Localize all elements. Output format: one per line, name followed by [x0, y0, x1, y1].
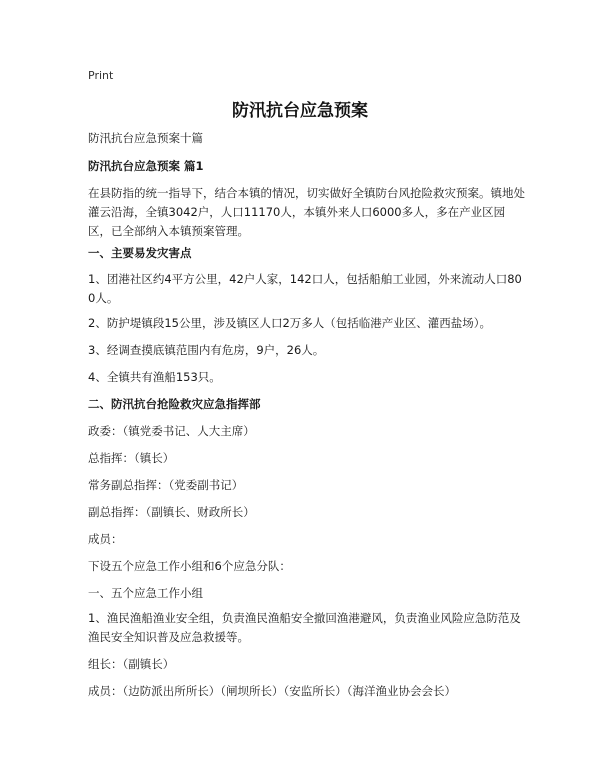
section-heading: 防汛抗台应急预案 篇1 — [88, 159, 204, 173]
intro-paragraph: 在县防指的统一指导下，结合本镇的情况，切实做好全镇防台风抢险救灾预案。镇地处灌云沿海，全镇3042户，人口11170人，本镇外来人口6000多人，多在产业区园区，已全部纳入本镇预案管理。 — [88, 186, 525, 238]
group1-members: 成员：（边防派出所所长）（闸坝所长）（安监所长）（海洋渔业协会会长） — [88, 684, 456, 698]
print-label[interactable]: Print — [88, 69, 114, 82]
document-subtitle: 防汛抗台应急预案十篇 — [88, 131, 203, 145]
command-line: 下设五个应急工作小组和6个应急分队： — [88, 559, 291, 573]
part1-item: 4、全镇共有渔船153只。 — [88, 370, 221, 384]
command-line: 成员： — [88, 532, 123, 546]
group1-description: 1、渔民渔船渔业安全组，负责渔民渔船安全撤回渔港避风，负责渔业风险应急防范及渔民安全知识普及应急救援等。 — [88, 611, 521, 644]
command-line: 总指挥：（镇长） — [88, 451, 175, 465]
part2-heading: 二、防汛抗台抢险救灾应急指挥部 — [88, 397, 261, 411]
part1-item: 1、团港社区约4平方公里，42户人家，142口人，包括船舶工业园，外来流动人口800人。 — [88, 272, 522, 305]
command-line: 副总指挥：（副镇长、财政所长） — [88, 505, 255, 519]
part1-heading: 一、主要易发灾害点 — [88, 246, 192, 260]
command-line: 常务副总指挥：（党委副书记） — [88, 478, 244, 492]
command-line: 政委：（镇党委书记、人大主席） — [88, 424, 255, 438]
part1-item: 3、经调查摸底镇范围内有危房，9户，26人。 — [88, 343, 325, 357]
command-line: 一、五个应急工作小组 — [88, 586, 203, 600]
group1-leader: 组长：（副镇长） — [88, 657, 175, 671]
part1-item: 2、防护堤镇段15公里，涉及镇区人口2万多人（包括临港产业区、灌西盐场）。 — [88, 316, 492, 330]
page-title: 防汛抗台应急预案 — [232, 101, 368, 121]
